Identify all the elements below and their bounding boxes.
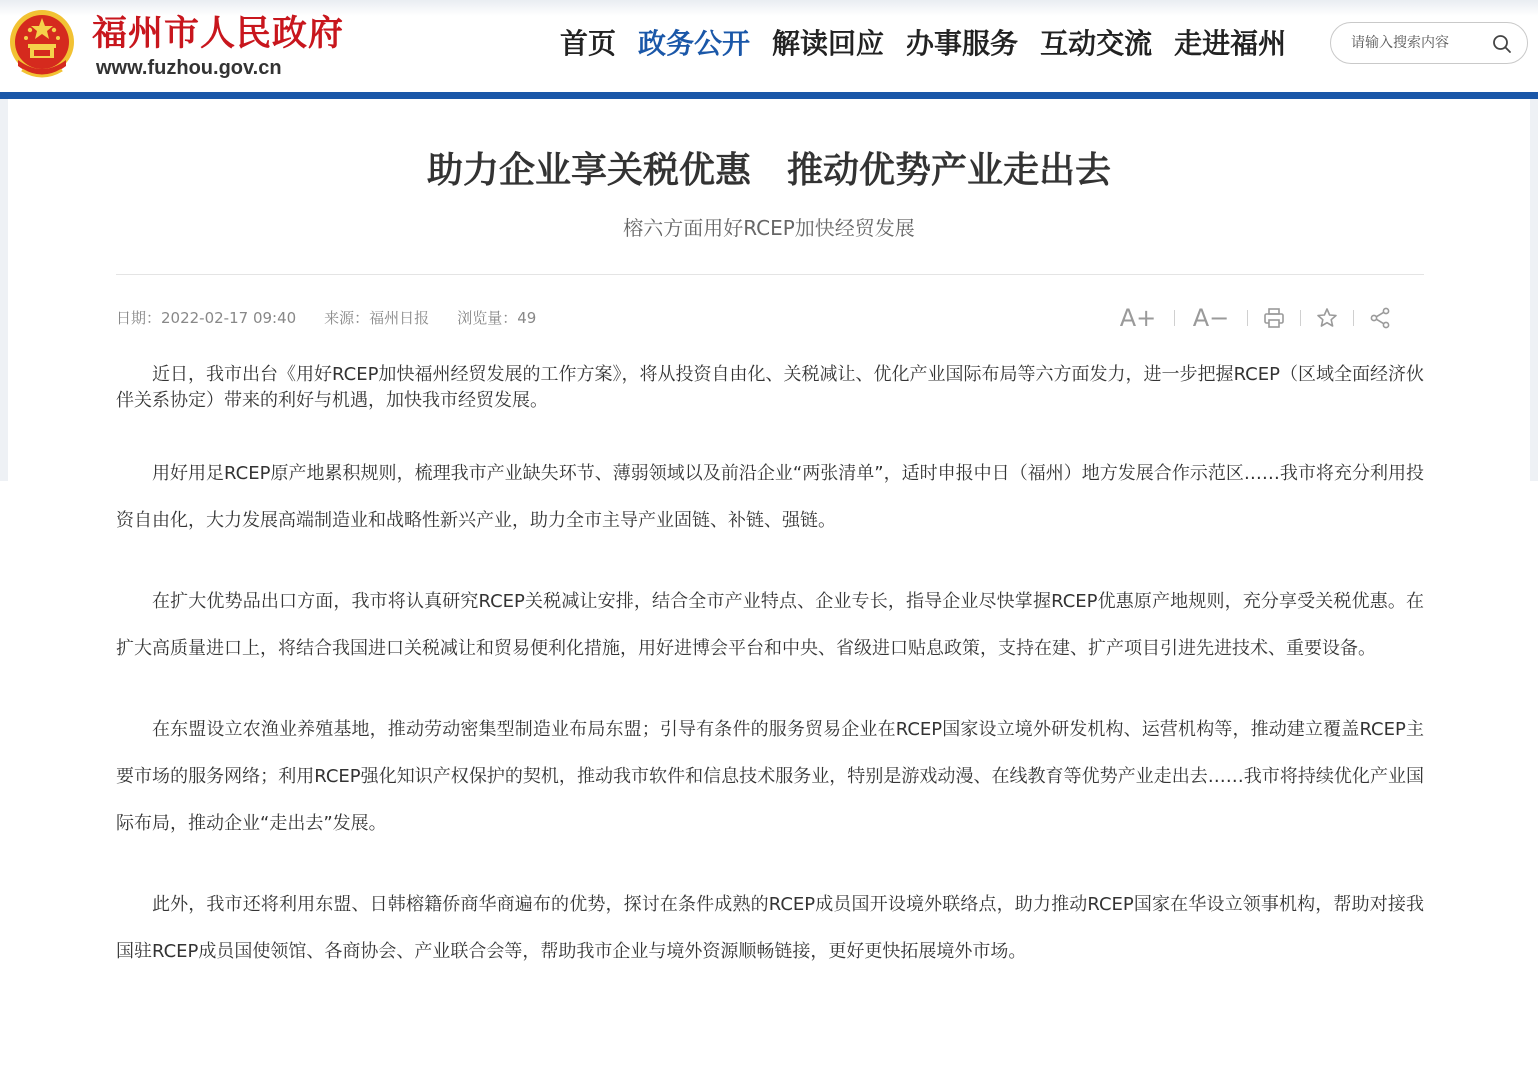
article-subtitle: 榕六方面用好RCEP加快经贸发展 [623, 216, 915, 240]
font-decrease-button[interactable]: A− [1192, 304, 1230, 332]
nav-interaction[interactable]: 互动交流 [1040, 27, 1153, 60]
nav-government-affairs[interactable]: 政务公开 [638, 27, 751, 60]
main-nav [560, 22, 1286, 66]
site-name[interactable]: 福州市人民政府 [92, 13, 345, 54]
nav-about-fuzhou[interactable]: 走进福州 [1174, 27, 1287, 60]
national-emblem-icon[interactable] [8, 8, 76, 84]
favorite-button[interactable] [1315, 302, 1339, 334]
site-url[interactable]: www.fuzhou.gov.cn [96, 57, 282, 79]
print-button[interactable] [1262, 302, 1286, 334]
article-paragraph: 用好用足RCEP原产地累积规则，梳理我市产业缺失环节、薄弱领域以及前沿企业“两张清单”，适时申报中日（福州）地方发展合作示范区……我市将充分利用投资自由化，大力发展高端制造业和战略性新兴产业，助力全市主导产业固链、补链、强链。 [116, 463, 1424, 531]
nav-interpretation[interactable]: 解读回应 [772, 27, 885, 60]
view-count: 浏览量：49 [457, 309, 537, 327]
nav-services[interactable]: 办事服务 [906, 27, 1019, 60]
article-paragraph: 在扩大优势品出口方面，我市将认真研究RCEP关税减让安排，结合全市产业特点、企业专长，指导企业尽快掌握RCEP优惠原产地规则，充分享受关税优惠。在扩大高质量进口上，将结合我国进口关税减让和贸易便利化措施，用好进博会平台和中央、省级进口贴息政策，支持在建、扩产项目引进先进技术、重要设备。 [116, 591, 1424, 659]
article-tools [1116, 302, 1392, 334]
title-divider [116, 274, 1424, 275]
article-source: 来源：福州日报 [324, 309, 430, 327]
search-box [1330, 22, 1528, 64]
header-divider-bar [0, 92, 1538, 99]
article-paragraph: 近日，我市出台《用好RCEP加快福州经贸发展的工作方案》，将从投资自由化、关税减让、优化产业国际布局等六方面发力，进一步把握RCEP（区域全面经济伙伴关系协定）带来的利好与机遇，加快我市经贸发展。 [116, 364, 1424, 411]
search-icon[interactable] [1491, 33, 1513, 55]
publish-date: 日期：2022-02-17 09:40 [116, 309, 297, 327]
site-header [0, 0, 1538, 92]
tool-separator [1300, 310, 1301, 326]
tool-separator [1353, 310, 1354, 326]
tool-separator [1247, 310, 1248, 326]
article-title: 助力企业享关税优惠 推动优势产业走出去 [426, 150, 1111, 191]
font-increase-button[interactable]: A+ [1119, 304, 1157, 332]
share-button[interactable] [1368, 302, 1392, 334]
tool-separator [1174, 310, 1175, 326]
article-paragraph: 此外，我市还将利用东盟、日韩榕籍侨商华商遍布的优势，探讨在条件成熟的RCEP成员国开设境外联络点，助力推动RCEP国家在华设立领事机构，帮助对接我国驻RCEP成员国使领馆、各商协会、产业联合会等，帮助我市企业与境外资源顺畅链接，更好更快拓展境外市场。 [116, 894, 1424, 962]
article-meta [116, 306, 536, 330]
article-body [116, 362, 1424, 975]
article-paragraph: 在东盟设立农渔业养殖基地，推动劳动密集型制造业布局东盟；引导有条件的服务贸易企业在RCEP国家设立境外研发机构、运营机构等，推动建立覆盖RCEP主要市场的服务网络；利用RCEP强化知识产权保护的契机，推动我市软件和信息技术服务业，特别是游戏动漫、在线教育等优势产业走出去……我市将持续优化产业国际布局，推动企业“走出去”发展。 [116, 719, 1424, 834]
print-icon [1262, 306, 1286, 330]
star-icon [1315, 306, 1339, 330]
search-input[interactable] [1351, 31, 1481, 55]
nav-home[interactable]: 首页 [560, 27, 617, 60]
share-icon [1368, 306, 1392, 330]
